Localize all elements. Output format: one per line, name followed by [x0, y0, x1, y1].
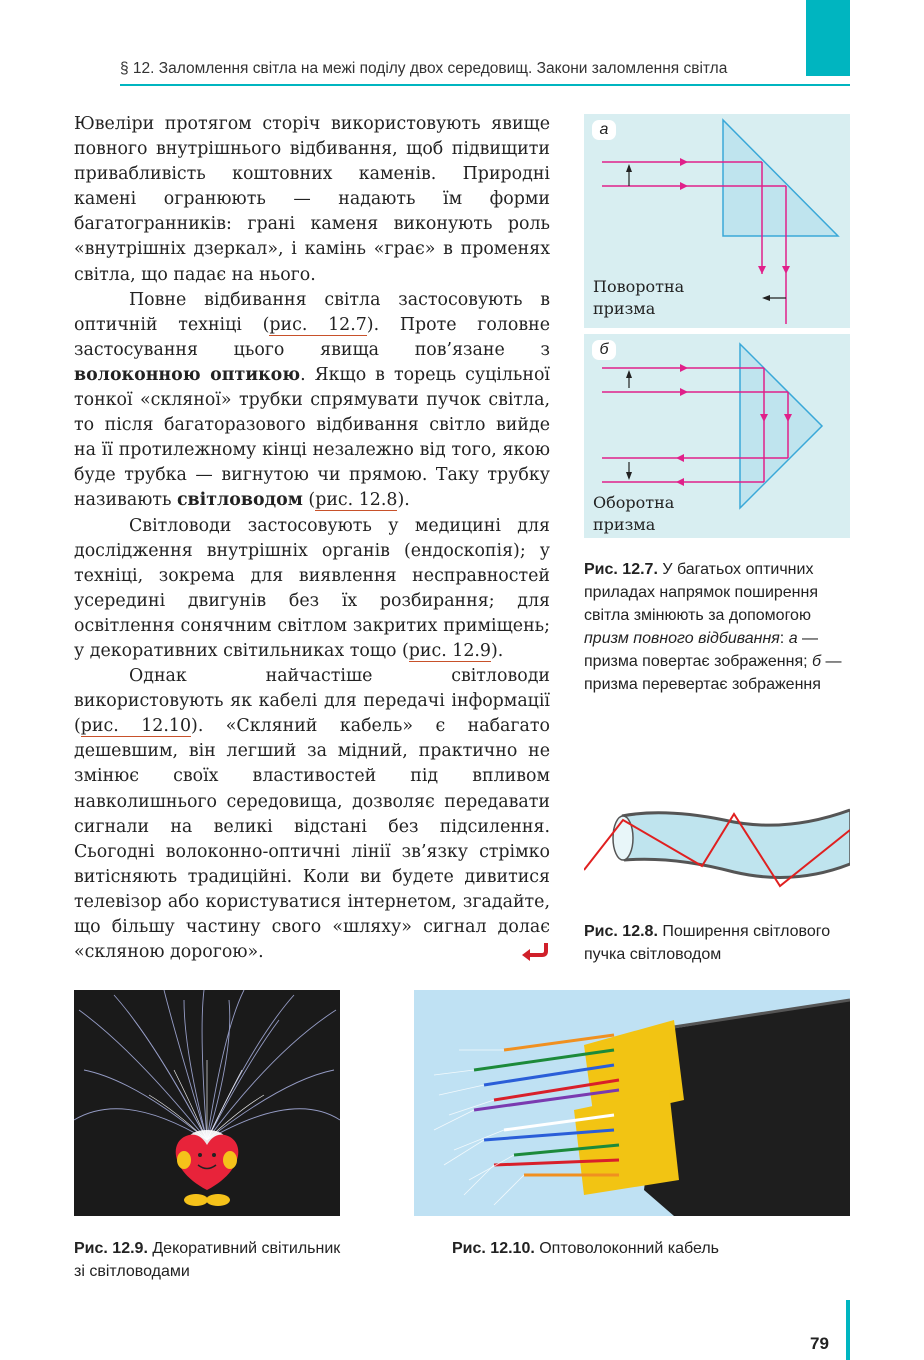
- page-number: 79: [810, 1334, 829, 1353]
- paragraph-4: Однак найчастіше світловоди використовують як кабелі для передачі інформації (рис. 12.10). «Скляний кабель» є набагато дешевшим, він легший за мідний, практично не змінює своїх властивостей під впливом навколишнього середовища, дозволяє передавати сигнали на великі відстані без підсилення. Сьогодні волоконно-оптичні лінії зв’язку стрімко витісняють традиційні. Коли ви будете дивитися телевізор або користуватися інтернетом, згадайте, що більшу частину свого «шляху» сигнал долає «скляною дорогою».: [74, 666, 550, 963]
- panel-a-letter: а: [592, 120, 616, 140]
- caption-fig-12-7: Рис. 12.7. У багатьох оптичних приладах напрямок поширення світла змінюють за допомогою призм повного відбивання: а — призма повертає зображення; б — призма перевертає зображення: [584, 561, 842, 693]
- paragraph-1: Ювеліри протягом сторіч використовують явище повного внутрішнього відбивання, щоб підвищити привабливість коштовних каменів. Природні камені огранюють — надають їм форми багатогранників: грані каменя виконують роль «внутрішніх дзеркал», і камінь «грає» в променях світла, що падає на нього.: [74, 114, 550, 285]
- caption-fig-12-8: Рис. 12.8. Поширення світлового пучка світловодом: [584, 923, 831, 963]
- panel-b-letter: б: [592, 340, 616, 360]
- caption-fig-12-9: Рис. 12.9. Декоративний світильник зі світловодами: [74, 1240, 341, 1280]
- header-rule: [120, 84, 850, 86]
- caption-fig-12-10: Рис. 12.10. Оптоволоконний кабель: [452, 1240, 720, 1257]
- term-fiber-optics: волоконною оптикою: [74, 364, 301, 385]
- panel-b-label: Оборотна призма: [593, 493, 675, 534]
- ref-fig-12-7[interactable]: рис. 12.7: [269, 314, 367, 335]
- figure-12-7-panel-a: [584, 114, 850, 328]
- figure-12-7-panel-b: [584, 334, 850, 538]
- fiber-optic-cable-photo: [414, 990, 850, 1216]
- paragraph-2: Повне відбивання світла застосовують в оптичній техніці (рис. 12.7). Проте головне застосування цього явища пов’язане з волоконною оптикою. Якщо в торець суцільної тонкої «скляної» трубки спрямувати пучок світла, то після багаторазового відбивання світло вийде на її протилежному кінці незалежно від того, якою буде трубка — вигнутою чи прямою. Таку трубку називають світловодом (рис. 12.8).: [74, 289, 550, 511]
- ref-fig-12-8[interactable]: рис. 12.8: [315, 490, 398, 511]
- light-guide-diagram: [584, 790, 850, 902]
- decorative-lamp-photo: [74, 990, 340, 1216]
- ref-fig-12-9[interactable]: рис. 12.9: [408, 640, 491, 661]
- ref-fig-12-10[interactable]: рис. 12.10: [80, 716, 192, 737]
- panel-a-label: Поворотна призма: [593, 277, 685, 318]
- running-header: § 12. Заломлення світла на межі поділу двох середовищ. Закони заломлення світла: [120, 60, 728, 77]
- main-text: [74, 112, 550, 965]
- page-number-bar: [846, 1300, 850, 1360]
- term-light-guide: світловодом: [176, 490, 303, 511]
- section-tab-marker: [806, 0, 850, 76]
- paragraph-3: Світловоди застосовують у медицині для дослідження внутрішніх органів (ендоскопія); у техніці, зокрема для виявлення несправностей усередині двигунів без їх розбирання; для освітлення сонячним світлом закритих приміщень; у декоративних світильниках тощо (рис. 12.9).: [74, 515, 550, 661]
- return-arrow-icon[interactable]: [520, 940, 550, 962]
